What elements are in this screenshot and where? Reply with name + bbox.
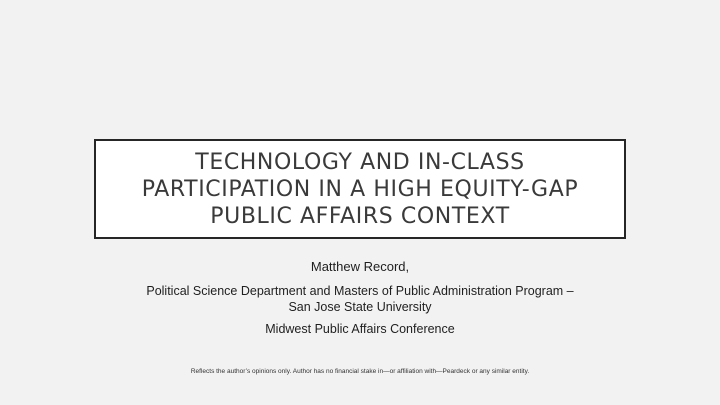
- disclaimer-note: Reflects the author’s opinions only. Author has no financial stake in—or affiliation with—Peardeck or any similar entity.: [190, 368, 530, 375]
- slide-title: TECHNOLOGY AND IN-CLASS PARTICIPATION IN A HIGH EQUITY-GAP PUBLIC AFFAIRS CONTEXT: [141, 149, 579, 229]
- author-name: Matthew Record,: [310, 259, 410, 274]
- conference-name: Midwest Public Affairs Conference: [265, 322, 455, 336]
- title-box: [94, 139, 626, 239]
- author-affiliation: Political Science Department and Masters of Public Administration Program – San Jose State University: [146, 284, 574, 314]
